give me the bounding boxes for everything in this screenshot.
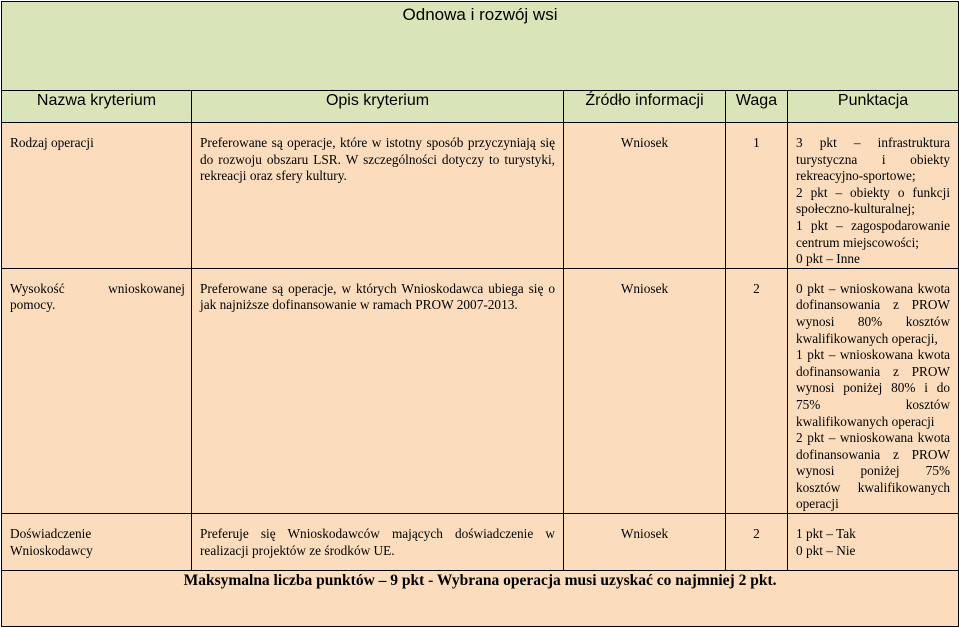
table-row bbox=[2, 123, 959, 269]
criterion-name bbox=[2, 268, 192, 513]
header-scoring: Punktacja bbox=[788, 91, 959, 123]
table-row bbox=[2, 514, 959, 571]
footer-row bbox=[2, 571, 959, 627]
scoring-line: 2 pkt – wnioskowana kwota dofinansowania z PROW wynosi poniżej 75% kosztów kwalifikowanych operacji bbox=[796, 430, 951, 512]
header-row bbox=[2, 91, 959, 123]
criterion-name: Rodzaj operacji bbox=[2, 123, 192, 269]
criterion-name-line bbox=[10, 281, 185, 298]
criterion-name-part: Wysokość bbox=[10, 280, 65, 296]
criterion-source: Wniosek bbox=[564, 514, 726, 571]
criterion-weight: 2 bbox=[726, 268, 788, 513]
criterion-description: Preferowane są operacje, w których Wnioskodawca ubiega się o jak najniższe dofinansowanie w ramach PROW 2007-2013. bbox=[192, 268, 564, 513]
criterion-name-part: Wnioskodawcy bbox=[10, 542, 93, 558]
criterion-name-part: pomocy. bbox=[10, 297, 56, 313]
criterion-scoring bbox=[788, 123, 959, 269]
scoring-line: 0 pkt – wnioskowana kwota dofinansowania z PROW wynosi 80% kosztów kwalifikowanych operacji, bbox=[796, 280, 951, 346]
criterion-description: Preferowane są operacje, które w istotny sposób przyczyniają się do rozwoju obszaru LSR. W szczególności dotyczy to turystyki, rekreacji oraz sfery kultury. bbox=[192, 123, 564, 269]
scoring-line: 1 pkt – Tak bbox=[796, 526, 856, 542]
criterion-source: Wniosek bbox=[564, 268, 726, 513]
scoring-line: 1 pkt – zagospodarowanie centrum miejscowości; bbox=[796, 217, 951, 250]
criteria-table bbox=[1, 1, 959, 627]
footer-note: Maksymalna liczba punktów – 9 pkt - Wybrana operacja musi uzyskać co najmniej 2 pkt. bbox=[2, 571, 959, 627]
criterion-name-part: Doświadczenie bbox=[10, 526, 92, 542]
header-weight: Waga bbox=[726, 91, 788, 123]
criterion-name-part: wnioskowanej bbox=[108, 280, 185, 296]
table-row bbox=[2, 268, 959, 513]
scoring-line: 1 pkt – wnioskowana kwota dofinansowania z PROW wynosi poniżej 80% i do 75% kosztów kwalifikowanych operacji bbox=[796, 347, 951, 429]
header-description: Opis kryterium bbox=[192, 91, 564, 123]
header-name: Nazwa kryterium bbox=[2, 91, 192, 123]
title-row bbox=[2, 2, 959, 91]
criterion-weight: 2 bbox=[726, 514, 788, 571]
table-title bbox=[2, 2, 959, 91]
criterion-description: Preferuje się Wnioskodawców mających doświadczenie w realizacji projektów ze środków UE. bbox=[192, 514, 564, 571]
criterion-source: Wniosek bbox=[564, 123, 726, 269]
criterion-weight: 1 bbox=[726, 123, 788, 269]
scoring-line: 0 pkt – Nie bbox=[796, 542, 856, 558]
criterion-name bbox=[2, 514, 192, 571]
criterion-scoring bbox=[788, 514, 959, 571]
header-source: Źródło informacji bbox=[564, 91, 726, 123]
scoring-line: 3 pkt – infrastruktura turystyczna i obiekty rekreacyjno-sportowe; bbox=[796, 135, 951, 184]
table-title-text: Odnowa i rozwój wsi bbox=[402, 5, 558, 24]
scoring-line: 0 pkt – Inne bbox=[796, 251, 860, 267]
criterion-scoring bbox=[788, 268, 959, 513]
scoring-line: 2 pkt – obiekty o funkcji społeczno-kulturalnej; bbox=[796, 184, 951, 217]
